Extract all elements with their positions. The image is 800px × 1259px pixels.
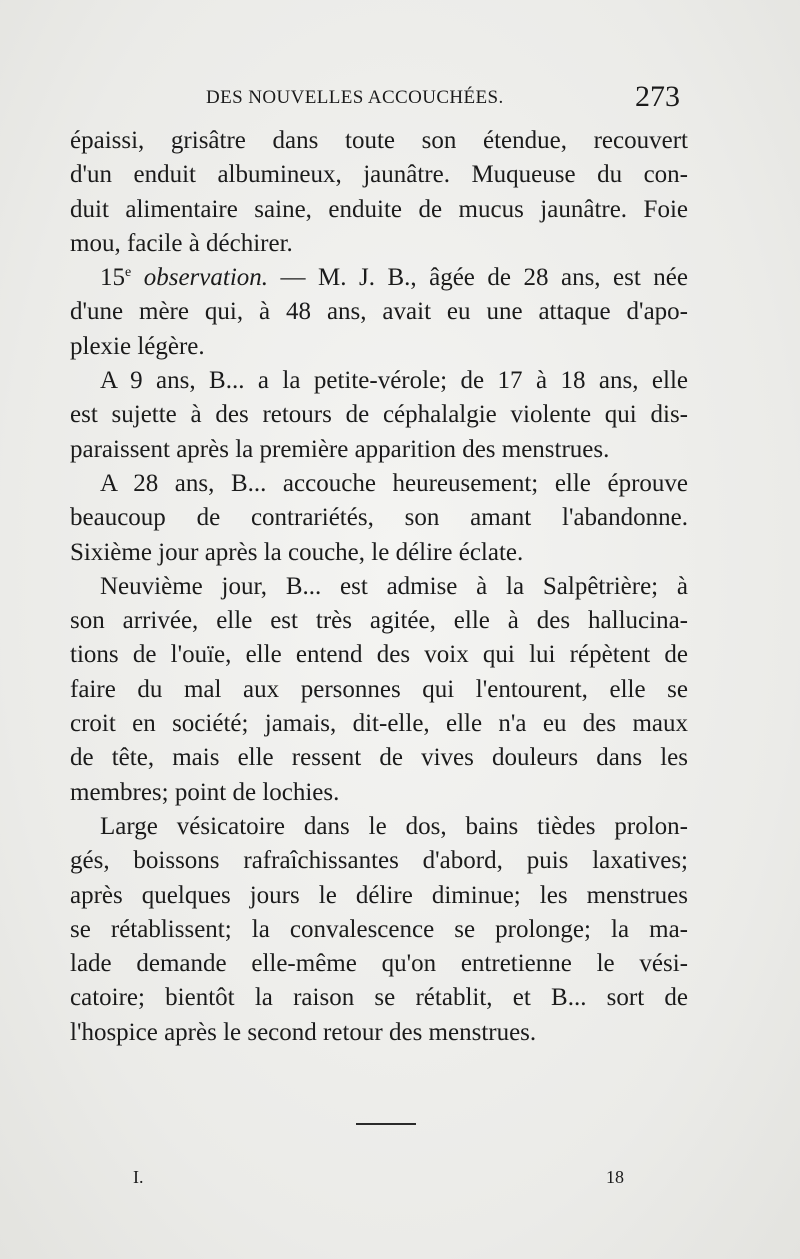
page-number: 273 <box>635 80 680 113</box>
observation-label: observation. <box>143 264 269 292</box>
text-line: est sujette à des retours de céphalalgie violente qui dis- <box>70 401 688 429</box>
text-line: faire du mal aux personnes qui l'entourent, elle se <box>70 675 688 703</box>
text-line: d'un enduit albumineux, jaunâtre. Muqueuse du con- <box>70 161 688 189</box>
text-line: A 28 ans, B... accouche heureusement; elle éprouve <box>100 469 688 497</box>
running-title: DES NOUVELLES ACCOUCHÉES. <box>206 87 504 108</box>
text-line: plexie légère. <box>70 332 205 360</box>
text-line: d'une mère qui, à 48 ans, avait eu une attaque d'apo- <box>70 298 688 326</box>
text-line: Large vésicatoire dans le dos, bains tièdes prolon- <box>100 812 688 840</box>
paragraph <box>70 467 688 570</box>
page-header <box>70 80 688 120</box>
paragraph <box>70 570 688 810</box>
text-line: beaucoup de contrariétés, son amant l'abandonne. <box>70 504 688 532</box>
paragraph <box>70 810 688 1050</box>
text-line: catoire; bientôt la raison se rétablit, et B... sort de <box>70 984 688 1012</box>
section-end-rule <box>356 1123 416 1125</box>
signature-mark-right: 18 <box>606 1167 624 1187</box>
text-line: croit en société; jamais, dit-elle, elle n'a eu des maux <box>70 710 688 738</box>
text-line: de tête, mais elle ressent de vives douleurs dans les <box>70 744 688 772</box>
text-line: l'hospice après le second retour des menstrues. <box>70 1018 537 1046</box>
text-line: A 9 ans, B... a la petite-vérole; de 17 à 18 ans, elle <box>100 367 688 395</box>
text-line: membres; point de lochies. <box>70 778 340 806</box>
text-line: mou, facile à déchirer. <box>70 229 293 257</box>
signature-mark-left: I. <box>133 1167 144 1187</box>
observation-heading-line <box>70 261 688 295</box>
text-line: lade demande elle-même qu'on entretienne le vési- <box>70 950 688 978</box>
text-line: se rétablissent; la convalescence se prolonge; la ma- <box>70 915 688 943</box>
text-line: épaissi, grisâtre dans toute son étendue, recouvert <box>70 127 688 154</box>
text-line: paraissent après la première apparition des menstrues. <box>70 435 610 463</box>
paragraph <box>70 261 688 364</box>
paragraph <box>70 364 688 467</box>
text-line: Neuvième jour, B... est admise à la Salpêtrière; à <box>100 572 688 600</box>
text-line: son arrivée, elle est très agitée, elle à des hallucina- <box>70 607 688 635</box>
text-line: après quelques jours le délire diminue; les menstrues <box>70 881 688 909</box>
text-line: gés, boissons rafraîchissantes d'abord, puis laxatives; <box>70 847 688 875</box>
paragraph <box>70 124 688 261</box>
body-text <box>70 124 688 1050</box>
text-line: duit alimentaire saine, enduite de mucus jaunâtre. Foie <box>70 195 688 223</box>
observation-number-suffix: e <box>125 265 132 281</box>
observation-number: 15 <box>100 264 125 292</box>
text-line: Sixième jour après la couche, le délire éclate. <box>70 538 524 566</box>
text-line: tions de l'ouïe, elle entend des voix qui lui répètent de <box>70 641 688 669</box>
text-line: — M. J. B., âgée de 28 ans, est née <box>268 264 689 292</box>
